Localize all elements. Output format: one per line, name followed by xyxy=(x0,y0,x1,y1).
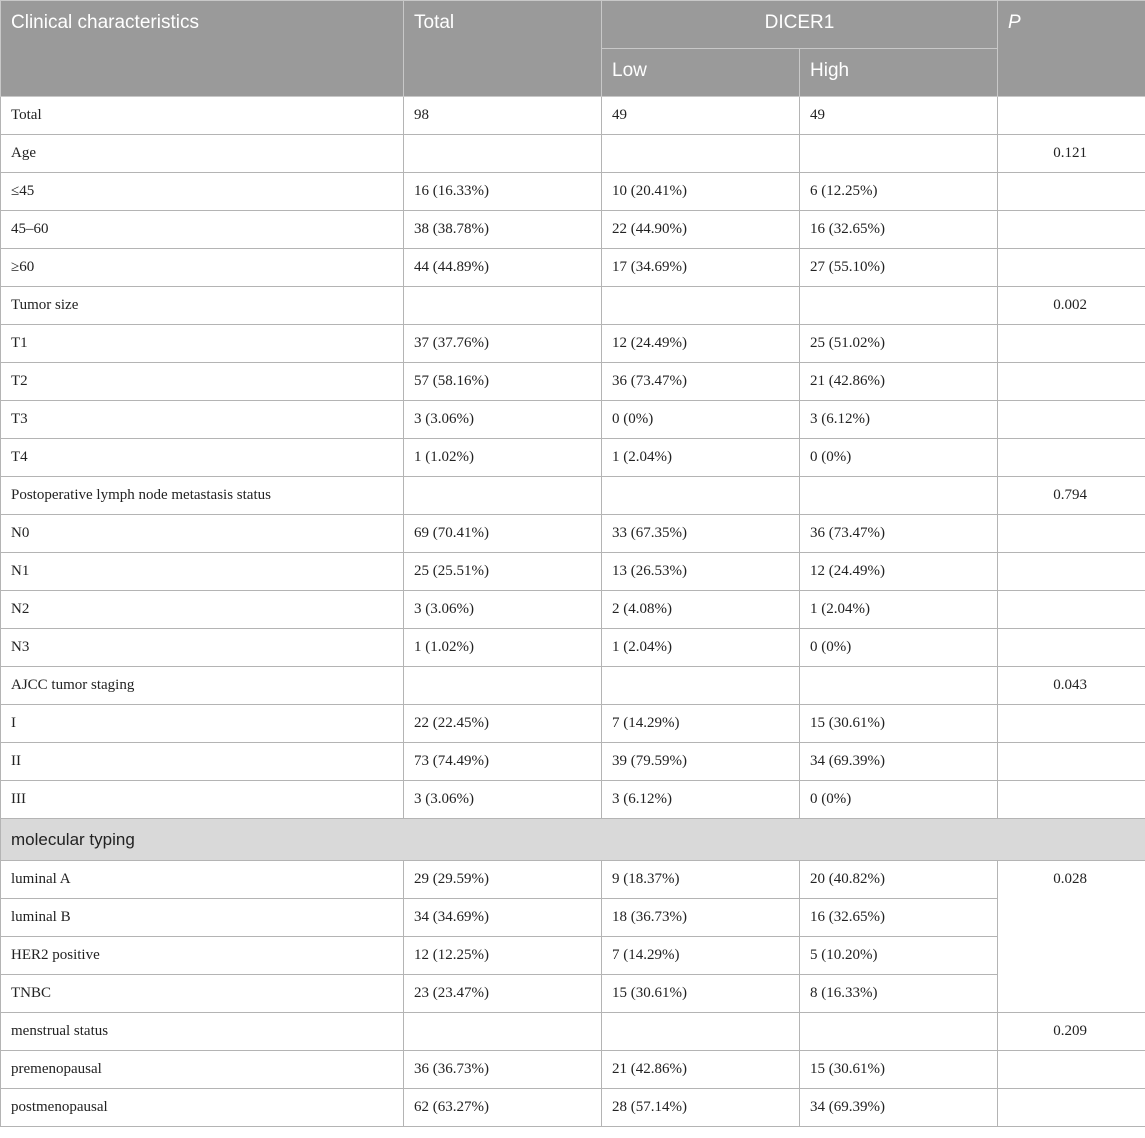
low-cell: 10 (20.41%) xyxy=(602,173,800,211)
total-cell xyxy=(404,667,602,705)
high-cell: 21 (42.86%) xyxy=(800,363,998,401)
row-label-cell: T2 xyxy=(1,363,404,401)
row-label-cell: Tumor size xyxy=(1,287,404,325)
high-cell: 6 (12.25%) xyxy=(800,173,998,211)
total-cell: 37 (37.76%) xyxy=(404,325,602,363)
total-cell: 57 (58.16%) xyxy=(404,363,602,401)
p-value-cell xyxy=(998,363,1145,401)
total-cell: 16 (16.33%) xyxy=(404,173,602,211)
low-cell: 13 (26.53%) xyxy=(602,553,800,591)
total-cell: 69 (70.41%) xyxy=(404,515,602,553)
p-value-cell xyxy=(998,249,1145,287)
p-value-cell: 0.002 xyxy=(998,287,1145,325)
header-p-value: P xyxy=(998,1,1145,97)
row-label-cell: II xyxy=(1,743,404,781)
total-cell: 25 (25.51%) xyxy=(404,553,602,591)
row-label-cell: AJCC tumor staging xyxy=(1,667,404,705)
table-row xyxy=(1,743,1145,781)
total-cell xyxy=(404,1013,602,1051)
high-cell: 15 (30.61%) xyxy=(800,1051,998,1089)
p-value-cell xyxy=(998,705,1145,743)
header-high: High xyxy=(800,49,998,97)
table-row xyxy=(1,1013,1145,1051)
high-cell xyxy=(800,1013,998,1051)
row-label-cell: 45–60 xyxy=(1,211,404,249)
high-cell xyxy=(800,135,998,173)
row-label-cell: T1 xyxy=(1,325,404,363)
header-dicer1-group: DICER1 xyxy=(602,1,998,49)
high-cell: 36 (73.47%) xyxy=(800,515,998,553)
low-cell xyxy=(602,477,800,515)
header-low: Low xyxy=(602,49,800,97)
table-row xyxy=(1,899,1145,937)
row-label-cell: N1 xyxy=(1,553,404,591)
low-cell xyxy=(602,667,800,705)
table-row xyxy=(1,325,1145,363)
p-value-cell xyxy=(998,1051,1145,1089)
table-row xyxy=(1,401,1145,439)
total-cell: 98 xyxy=(404,97,602,135)
row-label-cell: T4 xyxy=(1,439,404,477)
p-value-cell xyxy=(998,211,1145,249)
p-value-cell xyxy=(998,439,1145,477)
total-cell: 62 (63.27%) xyxy=(404,1089,602,1127)
header-total: Total xyxy=(404,1,602,97)
table-row xyxy=(1,439,1145,477)
total-cell: 38 (38.78%) xyxy=(404,211,602,249)
p-value-cell xyxy=(998,515,1145,553)
low-cell: 12 (24.49%) xyxy=(602,325,800,363)
row-label-cell: ≤45 xyxy=(1,173,404,211)
high-cell: 27 (55.10%) xyxy=(800,249,998,287)
total-cell xyxy=(404,477,602,515)
low-cell: 1 (2.04%) xyxy=(602,629,800,667)
low-cell: 9 (18.37%) xyxy=(602,861,800,899)
total-cell: 29 (29.59%) xyxy=(404,861,602,899)
table-row xyxy=(1,97,1145,135)
high-cell: 3 (6.12%) xyxy=(800,401,998,439)
total-cell: 23 (23.47%) xyxy=(404,975,602,1013)
low-cell xyxy=(602,1013,800,1051)
p-value-cell xyxy=(998,553,1145,591)
high-cell: 25 (51.02%) xyxy=(800,325,998,363)
row-label-cell: premenopausal xyxy=(1,1051,404,1089)
high-cell: 1 (2.04%) xyxy=(800,591,998,629)
high-cell: 34 (69.39%) xyxy=(800,1089,998,1127)
row-label-cell: postmenopausal xyxy=(1,1089,404,1127)
low-cell: 22 (44.90%) xyxy=(602,211,800,249)
table-row xyxy=(1,553,1145,591)
high-cell: 15 (30.61%) xyxy=(800,705,998,743)
low-cell: 7 (14.29%) xyxy=(602,937,800,975)
low-cell: 15 (30.61%) xyxy=(602,975,800,1013)
table-row xyxy=(1,781,1145,819)
total-cell: 34 (34.69%) xyxy=(404,899,602,937)
total-cell xyxy=(404,135,602,173)
p-value-cell xyxy=(998,1089,1145,1127)
p-value-cell: 0.209 xyxy=(998,1013,1145,1051)
p-value-cell xyxy=(998,781,1145,819)
high-cell: 49 xyxy=(800,97,998,135)
table-row xyxy=(1,211,1145,249)
low-cell: 18 (36.73%) xyxy=(602,899,800,937)
table-row xyxy=(1,1089,1145,1127)
high-cell: 34 (69.39%) xyxy=(800,743,998,781)
table-row xyxy=(1,477,1145,515)
total-cell: 73 (74.49%) xyxy=(404,743,602,781)
low-cell: 0 (0%) xyxy=(602,401,800,439)
table-row xyxy=(1,1051,1145,1089)
p-value-cell: 0.121 xyxy=(998,135,1145,173)
table-row xyxy=(1,705,1145,743)
row-label-cell: N2 xyxy=(1,591,404,629)
table-row xyxy=(1,173,1145,211)
row-label-cell: menstrual status xyxy=(1,1013,404,1051)
total-cell: 36 (36.73%) xyxy=(404,1051,602,1089)
table-row xyxy=(1,515,1145,553)
low-cell: 1 (2.04%) xyxy=(602,439,800,477)
row-label-cell: N3 xyxy=(1,629,404,667)
table-row xyxy=(1,363,1145,401)
low-cell: 28 (57.14%) xyxy=(602,1089,800,1127)
high-cell: 20 (40.82%) xyxy=(800,861,998,899)
table-row xyxy=(1,667,1145,705)
p-value-cell xyxy=(998,97,1145,135)
row-label-cell: TNBC xyxy=(1,975,404,1013)
table-row xyxy=(1,975,1145,1013)
high-cell xyxy=(800,287,998,325)
row-label-cell: Total xyxy=(1,97,404,135)
p-value-cell xyxy=(998,591,1145,629)
table-header xyxy=(1,1,1145,97)
table-row xyxy=(1,629,1145,667)
low-cell: 21 (42.86%) xyxy=(602,1051,800,1089)
p-value-cell xyxy=(998,401,1145,439)
total-cell: 3 (3.06%) xyxy=(404,401,602,439)
low-cell: 33 (67.35%) xyxy=(602,515,800,553)
header-characteristics: Clinical characteristics xyxy=(1,1,404,97)
total-cell: 44 (44.89%) xyxy=(404,249,602,287)
low-cell: 36 (73.47%) xyxy=(602,363,800,401)
high-cell: 16 (32.65%) xyxy=(800,211,998,249)
high-cell: 0 (0%) xyxy=(800,439,998,477)
high-cell: 0 (0%) xyxy=(800,629,998,667)
low-cell: 3 (6.12%) xyxy=(602,781,800,819)
p-value-cell xyxy=(998,173,1145,211)
table-row xyxy=(1,287,1145,325)
total-cell xyxy=(404,287,602,325)
total-cell: 22 (22.45%) xyxy=(404,705,602,743)
p-value-cell xyxy=(998,325,1145,363)
total-cell: 3 (3.06%) xyxy=(404,591,602,629)
total-cell: 1 (1.02%) xyxy=(404,629,602,667)
high-cell: 12 (24.49%) xyxy=(800,553,998,591)
row-label-cell: ≥60 xyxy=(1,249,404,287)
row-label-cell: Postoperative lymph node metastasis status xyxy=(1,477,404,515)
row-label-cell: luminal B xyxy=(1,899,404,937)
low-cell: 17 (34.69%) xyxy=(602,249,800,287)
row-label-cell: N0 xyxy=(1,515,404,553)
table-row xyxy=(1,861,1145,899)
row-label-cell: Age xyxy=(1,135,404,173)
table-row xyxy=(1,591,1145,629)
row-label-cell: I xyxy=(1,705,404,743)
p-value-cell: 0.028 xyxy=(998,861,1145,1013)
table-row xyxy=(1,249,1145,287)
table-row xyxy=(1,135,1145,173)
p-value-cell xyxy=(998,743,1145,781)
p-value-cell: 0.043 xyxy=(998,667,1145,705)
high-cell: 0 (0%) xyxy=(800,781,998,819)
low-cell: 49 xyxy=(602,97,800,135)
high-cell: 5 (10.20%) xyxy=(800,937,998,975)
p-value-cell xyxy=(998,629,1145,667)
p-value-cell: 0.794 xyxy=(998,477,1145,515)
high-cell: 16 (32.65%) xyxy=(800,899,998,937)
high-cell xyxy=(800,477,998,515)
low-cell: 7 (14.29%) xyxy=(602,705,800,743)
total-cell: 1 (1.02%) xyxy=(404,439,602,477)
low-cell: 2 (4.08%) xyxy=(602,591,800,629)
total-cell: 12 (12.25%) xyxy=(404,937,602,975)
high-cell: 8 (16.33%) xyxy=(800,975,998,1013)
total-cell: 3 (3.06%) xyxy=(404,781,602,819)
table-body xyxy=(1,97,1145,1127)
high-cell xyxy=(800,667,998,705)
low-cell xyxy=(602,287,800,325)
row-label-cell: III xyxy=(1,781,404,819)
table-row xyxy=(1,937,1145,975)
low-cell xyxy=(602,135,800,173)
group-label-cell: molecular typing xyxy=(1,819,1145,861)
group-row-molecular-typing xyxy=(1,819,1145,861)
row-label-cell: T3 xyxy=(1,401,404,439)
low-cell: 39 (79.59%) xyxy=(602,743,800,781)
row-label-cell: luminal A xyxy=(1,861,404,899)
row-label-cell: HER2 positive xyxy=(1,937,404,975)
